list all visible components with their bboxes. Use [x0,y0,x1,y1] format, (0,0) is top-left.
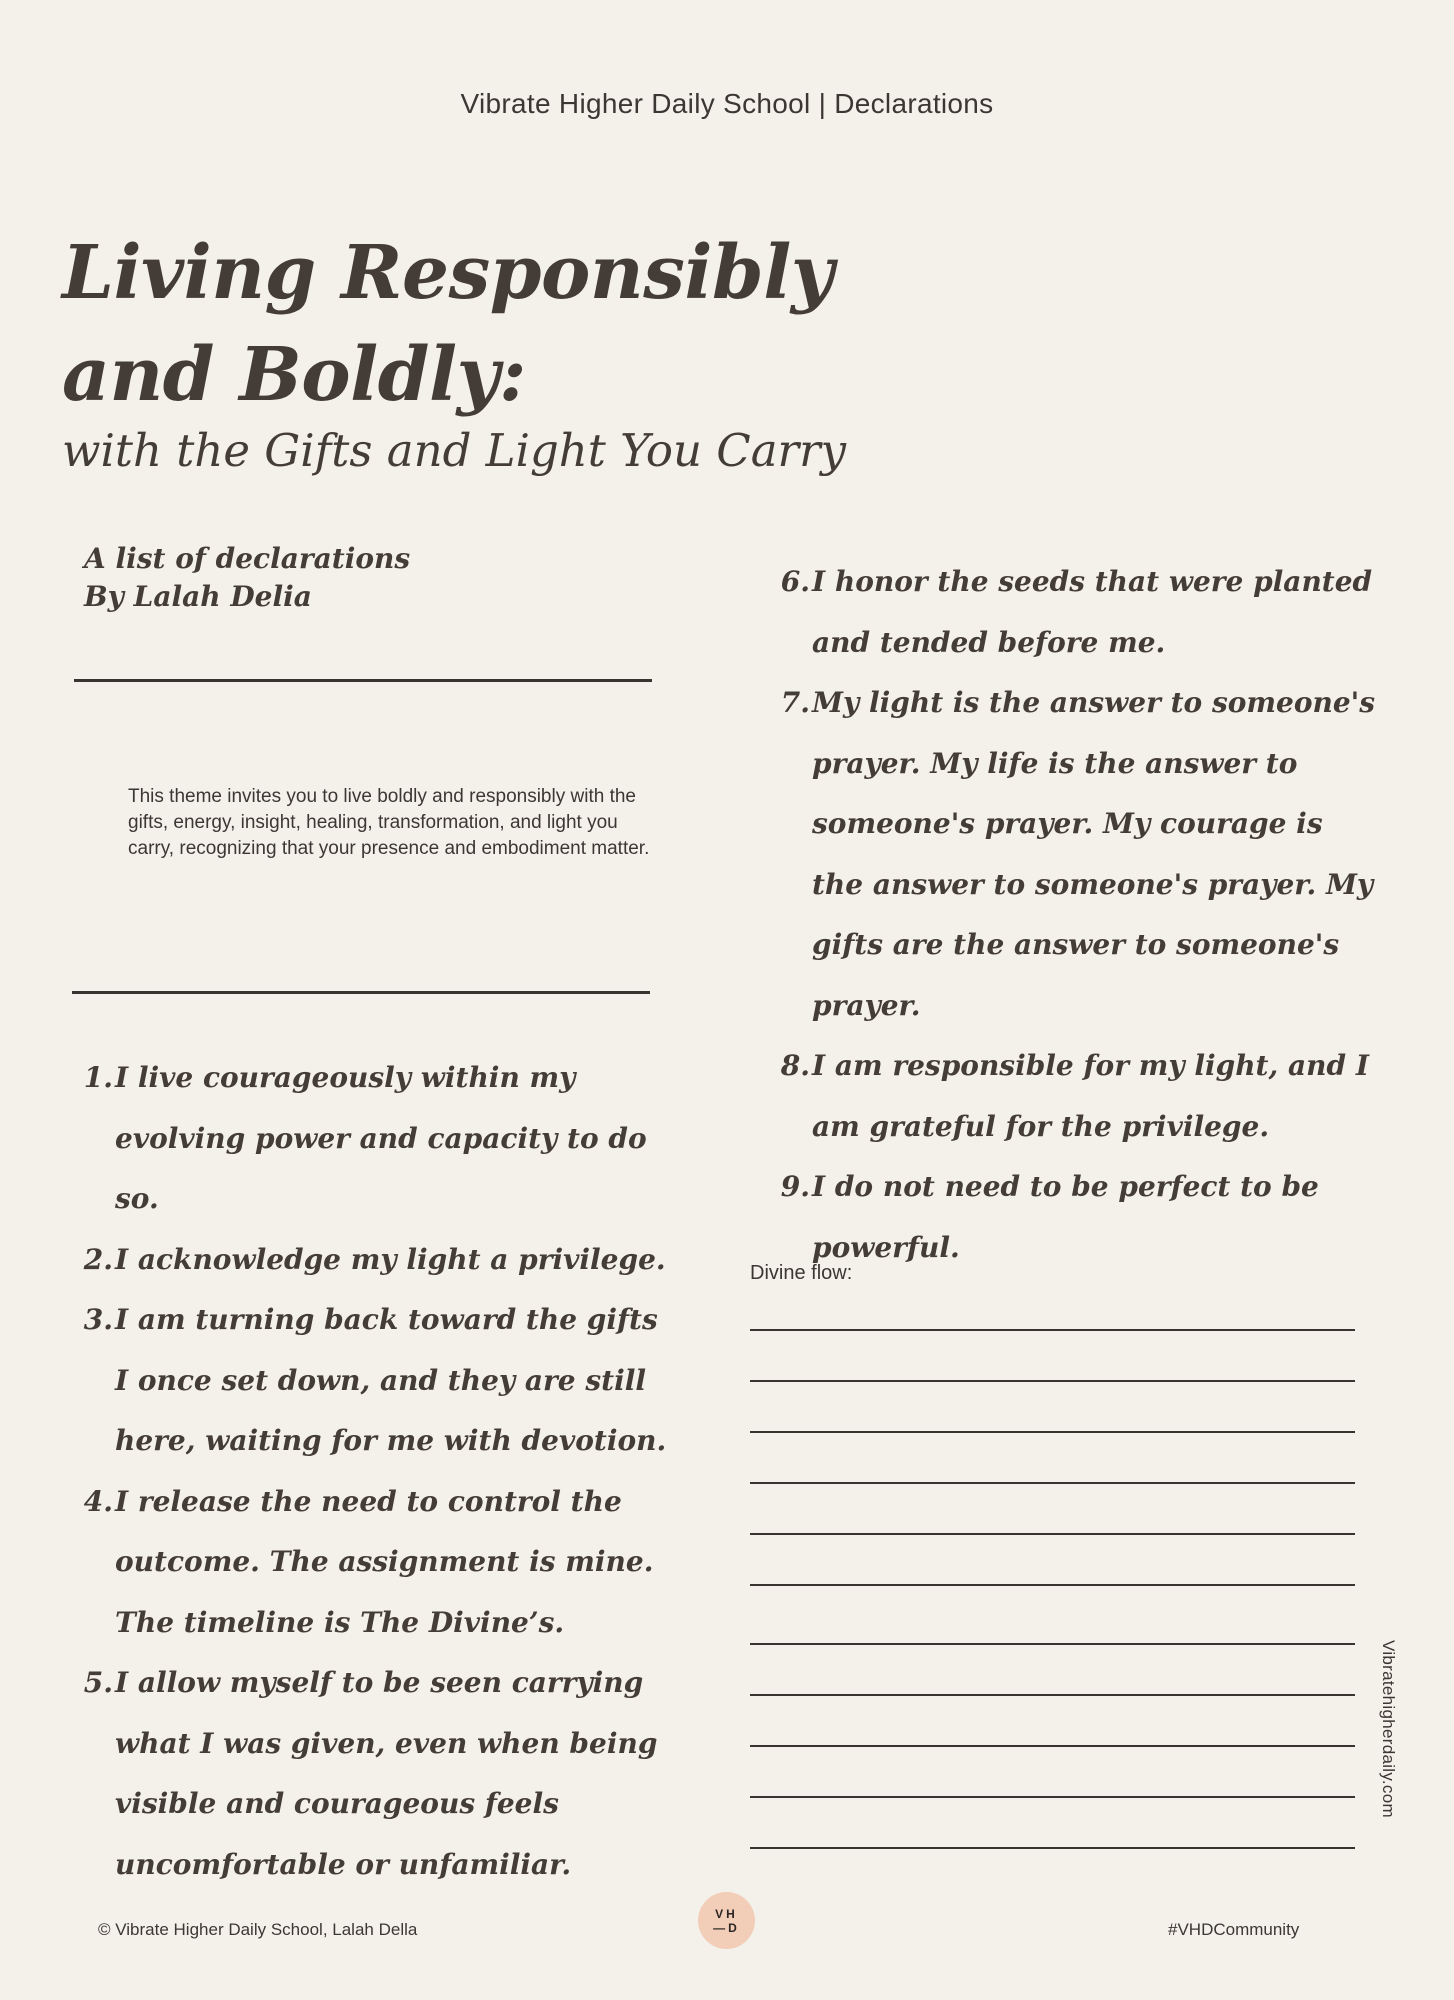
declaration-item [78,1290,678,1472]
declaration-item [78,1472,678,1654]
declaration-number: 1. [83,1061,113,1094]
journal-writing-line[interactable] [750,1584,1355,1586]
journal-writing-line[interactable] [750,1847,1355,1849]
divider-top [74,679,652,682]
journal-writing-line[interactable] [750,1694,1355,1696]
declaration-item [776,552,1376,673]
journal-writing-line[interactable] [750,1380,1355,1382]
journal-writing-line[interactable] [750,1643,1355,1645]
journal-writing-line[interactable] [750,1431,1355,1433]
declaration-text: I do not need to be perfect to be powerful. [812,1170,1319,1264]
declaration-number: 5. [83,1666,113,1699]
footer-hashtag: #VHDCommunity [1168,1920,1300,1939]
declaration-text: I am turning back toward the gifts I once set down, and they are still here, waiting for me with devotion. [115,1303,667,1457]
declaration-text: My light is the answer to someone's prayer. My life is the answer to someone's prayer. My courage is the answer to someone's prayer. My gifts are the answer to someone's prayer. [812,686,1376,1022]
declaration-number: 6. [780,565,810,598]
journal-writing-line[interactable] [750,1745,1355,1747]
declaration-item [78,1653,678,1895]
declaration-number: 3. [83,1303,113,1336]
declaration-item [78,1048,678,1230]
declarations-list-left [78,1048,678,1895]
intro-paragraph: This theme invites you to live boldly and responsibly with the gifts, energy, insight, healing, transformation, and light you carry, recognizing that your presence and embodiment matter. [128,786,650,859]
declaration-number: 2. [83,1242,113,1276]
journal-label: Divine flow: [750,1262,853,1284]
journal-writing-line[interactable] [750,1533,1355,1535]
declaration-item [776,1157,1376,1278]
declaration-number: 4. [83,1484,113,1518]
divider-bottom [72,991,650,994]
logo-text-top: VH [715,1906,738,1921]
page-title: Living Responsibly and Boldly: [62,230,834,418]
declaration-text: I release the need to control the outcome. The assignment is mine. The timeline is The Divine’s. [115,1484,654,1639]
header-title: Vibrate Higher Daily School | Declarations [460,88,994,119]
website-url: Vibratehigherdaily.com [1379,1640,1398,1818]
declaration-text: I honor the seeds that were planted and tended before me. [812,565,1373,659]
declaration-item [78,1230,678,1291]
byline-description: A list of declarations [84,542,411,575]
declaration-item [776,673,1376,1036]
journal-writing-line[interactable] [750,1329,1355,1331]
declaration-text: I acknowledge my light a privilege. [115,1242,666,1276]
vhd-logo-icon [698,1892,755,1949]
journal-writing-line[interactable] [750,1482,1355,1484]
declaration-text: I allow myself to be seen carrying what I was given, even when being visible and courageous feels uncomfortable or unfamiliar. [115,1666,658,1881]
byline-author: By Lalah Delia [84,580,312,613]
declaration-number: 7. [780,686,810,719]
logo-text-bottom: —D [713,1920,740,1935]
declaration-text: I live courageously within my evolving power and capacity to do so. [115,1061,647,1215]
journal-writing-line[interactable] [750,1796,1355,1798]
declaration-number: 8. [780,1049,810,1082]
byline [84,540,410,616]
declaration-number: 9. [780,1170,810,1203]
declaration-text: I am responsible for my light, and I am grateful for the privilege. [812,1049,1369,1143]
page-subtitle: with the Gifts and Light You Carry [62,424,847,477]
footer-copyright: © Vibrate Higher Daily School, Lalah Della [98,1920,418,1939]
declaration-item [776,1036,1376,1157]
declarations-list-right [776,552,1376,1278]
